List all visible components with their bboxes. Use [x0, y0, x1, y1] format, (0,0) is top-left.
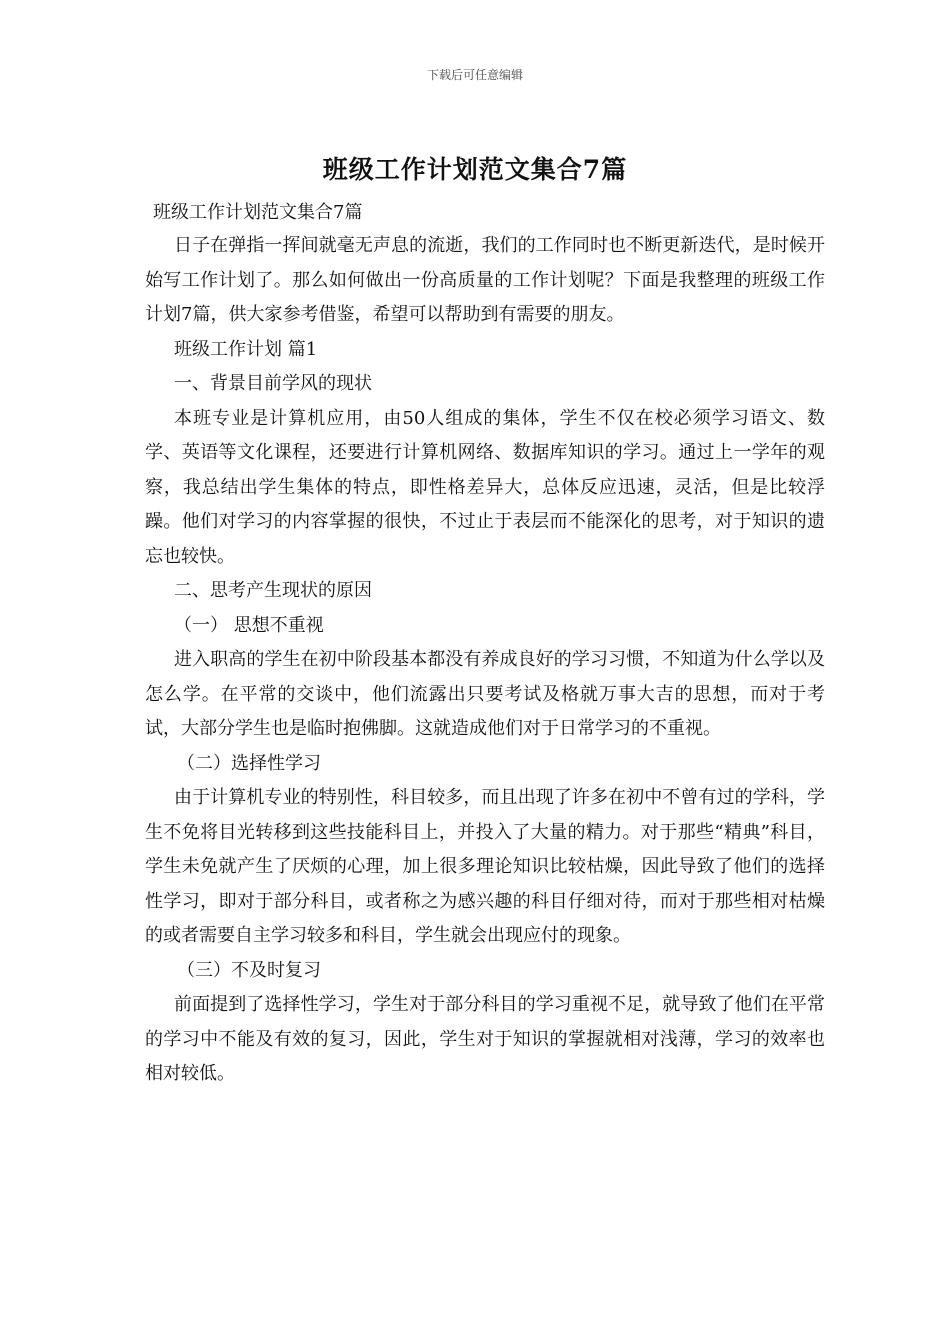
heading-background: 一、背景目前学风的现状	[174, 373, 372, 394]
intro-paragraph: 日子在弹指一挥间就毫无声息的流逝，我们的工作同时也不断更新迭代，是时候开始写工作计划了。那么如何做出一份高质量的工作计划呢？下面是我整理的班级工作计划7篇，供大家参考借鉴，希望可以帮助到有需要的朋友。	[145, 235, 825, 325]
document-body	[145, 197, 825, 1092]
section-heading-1: 班级工作计划 篇1	[174, 338, 318, 360]
paragraph-reason-1: 进入职高的学生在初中阶段基本都没有养成良好的学习习惯，不知道为什么学以及怎么学。在平常的交谈中，他们流露出只要考试及格就万事大吉的思想，而对于考试，大部分学生也是临时抱佛脚。这就造成他们对于日常学习的不重视。	[145, 649, 825, 739]
document-title: 班级工作计划范文集合7篇	[322, 155, 628, 184]
heading-reason-2: （二）选择性学习	[177, 752, 321, 774]
heading-reasons: 二、思考产生现状的原因	[174, 580, 372, 601]
heading-reason-3: （三）不及时复习	[177, 959, 321, 981]
heading-reason-1: （一） 思想不重视	[174, 614, 324, 636]
page-header-note: 下载后可任意编辑	[426, 68, 523, 82]
paragraph-background: 本班专业是计算机应用，由50人组成的集体，学生不仅在校必须学习语文、数学、英语等文化课程，还要进行计算机网络、数据库知识的学习。通过上一学年的观察，我总结出学生集体的特点，即性格差异大，总体反应迅速，灵活，但是比较浮躁。他们对学习的内容掌握的很快，不过止于表层而不能深化的思考，对于知识的遗忘也较快。	[145, 407, 825, 567]
document-subtitle: 班级工作计划范文集合7篇	[153, 202, 363, 223]
paragraph-reason-2: 由于计算机专业的特别性，科目较多，而且出现了许多在初中不曾有过的学科，学生不免将目光转移到这些技能科目上，并投入了大量的精力。对于那些“精典”科目，学生未免就产生了厌烦的心理，加上很多理论知识比较枯燥，因此导致了他们的选择性学习，即对于部分科目，或者称之为感兴趣的科目仔细对待，而对于那些相对枯燥的或者需要自主学习较多和科目，学生就会出现应付的现象。	[145, 787, 825, 946]
paragraph-reason-3: 前面提到了选择性学习，学生对于部分科目的学习重视不足，就导致了他们在平常的学习中不能及有效的复习，因此，学生对于知识的掌握就相对浅薄，学习的效率也相对较低。	[145, 994, 825, 1084]
